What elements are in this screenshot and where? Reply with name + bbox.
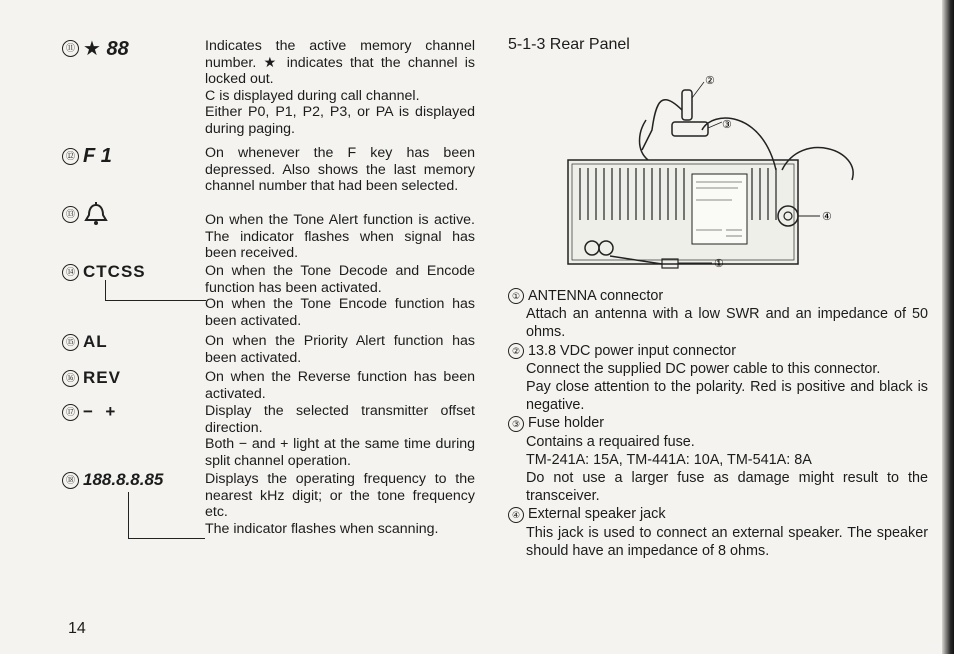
rev-symbol: REV xyxy=(83,368,121,387)
callout-number: ⑫ xyxy=(62,148,79,165)
indicator-12-marker xyxy=(62,146,202,166)
indicator-15-marker xyxy=(62,332,202,352)
callout-4-label: ④ xyxy=(822,211,832,223)
callout-number: ⑯ xyxy=(62,370,79,387)
callout-number: ⑰ xyxy=(62,404,79,421)
indicator-17-description: Display the selected transmitter offset direction. Both − and + light at the same time during split channel operation. xyxy=(205,403,475,469)
rear-panel-item-fuse-holder: ③ Fuse holder Contains a requaired fuse. TM-241A: 15A, TM-441A: 10A, TM-541A: 8A Do not use a larger fuse as damage might result to the transceiver. xyxy=(508,414,928,505)
indicator-11-description: Indicates the active memory channel number. ★ indicates that the channel is locked out. C is displayed during call channel. Either P0, P1, P2, P3, or PA is displayed during paging. xyxy=(205,38,475,137)
indicator-11-marker xyxy=(62,38,202,58)
callout-number: ⑬ xyxy=(62,206,79,223)
callout-number: ④ xyxy=(508,507,524,523)
bell-icon xyxy=(83,202,109,226)
indicator-17-marker xyxy=(62,402,202,422)
rear-panel-item-speaker-jack: ④ External speaker jack This jack is used to connect an external speaker. The speaker should have an impedance of 8 ohms. xyxy=(508,505,928,560)
offset-direction-symbol: − + xyxy=(83,402,117,421)
section-title: 5-1-3 Rear Panel xyxy=(508,36,630,53)
callout-number: ③ xyxy=(508,416,524,432)
rear-panel-items xyxy=(508,287,928,560)
callout-number: ② xyxy=(508,343,524,359)
indicator-18-marker xyxy=(62,470,202,490)
indicator-13-description: On when the Tone Alert function is active. The indicator flashes when signal has been received. xyxy=(205,212,475,262)
al-symbol: AL xyxy=(83,332,108,351)
callout-number: ⑱ xyxy=(62,472,79,489)
rear-panel-diagram xyxy=(562,70,862,275)
callout-number: ⑪ xyxy=(62,40,79,57)
page-edge-shadow xyxy=(942,0,954,654)
item-title: 13.8 VDC power input connector xyxy=(528,342,736,359)
callout-number: ① xyxy=(508,288,524,304)
item-title: Fuse holder xyxy=(528,415,604,432)
indicator-15-description: On when the Priority Alert function has been activated. xyxy=(205,333,475,366)
indicator-14-marker xyxy=(62,262,202,282)
ctcss-symbol: CTCSS xyxy=(83,262,146,281)
indicator-14-description: On when the Tone Decode and Encode function has been activated. On when the Tone Encode function has been activated. xyxy=(205,263,475,329)
page-number: 14 xyxy=(68,620,86,637)
indicator-18-description: Displays the operating frequency to the nearest kHz digit; or the tone frequency etc. The indicator flashes when scanning. xyxy=(205,471,475,537)
item-title: External speaker jack xyxy=(528,506,666,523)
rear-panel-item-power-input: ② 13.8 VDC power input connector Connect the supplied DC power cable to this connector. Pay close attention to the polarity. Red is positive and black is negative. xyxy=(508,342,928,415)
rear-panel-column xyxy=(498,0,928,654)
memory-channel-symbol: ★ 88 xyxy=(83,37,129,60)
callout-number: ⑭ xyxy=(62,264,79,281)
callout-1-label: ① xyxy=(714,258,724,270)
indicator-12-description: On whenever the F key has been depressed. Also shows the last memory channel number that had been selected. xyxy=(205,145,475,195)
item-title: ANTENNA connector xyxy=(528,288,664,304)
rear-panel-item-antenna: ① ANTENNA connector Attach an antenna with a low SWR and an impedance of 50 ohms. xyxy=(508,287,928,342)
frequency-digits-symbol: 188.8.8.85 xyxy=(83,470,164,489)
indicator-13-marker xyxy=(62,204,202,224)
indicator-16-description: On when the Reverse function has been activated. xyxy=(205,369,475,402)
callout-2-label: ② xyxy=(705,75,715,87)
ctcss-leader-line xyxy=(105,280,206,301)
callout-number: ⑮ xyxy=(62,334,79,351)
callout-3-label: ③ xyxy=(722,119,732,131)
frequency-leader-line xyxy=(128,492,205,539)
f-key-symbol: F 1 xyxy=(83,144,112,167)
indicator-16-marker xyxy=(62,368,202,388)
